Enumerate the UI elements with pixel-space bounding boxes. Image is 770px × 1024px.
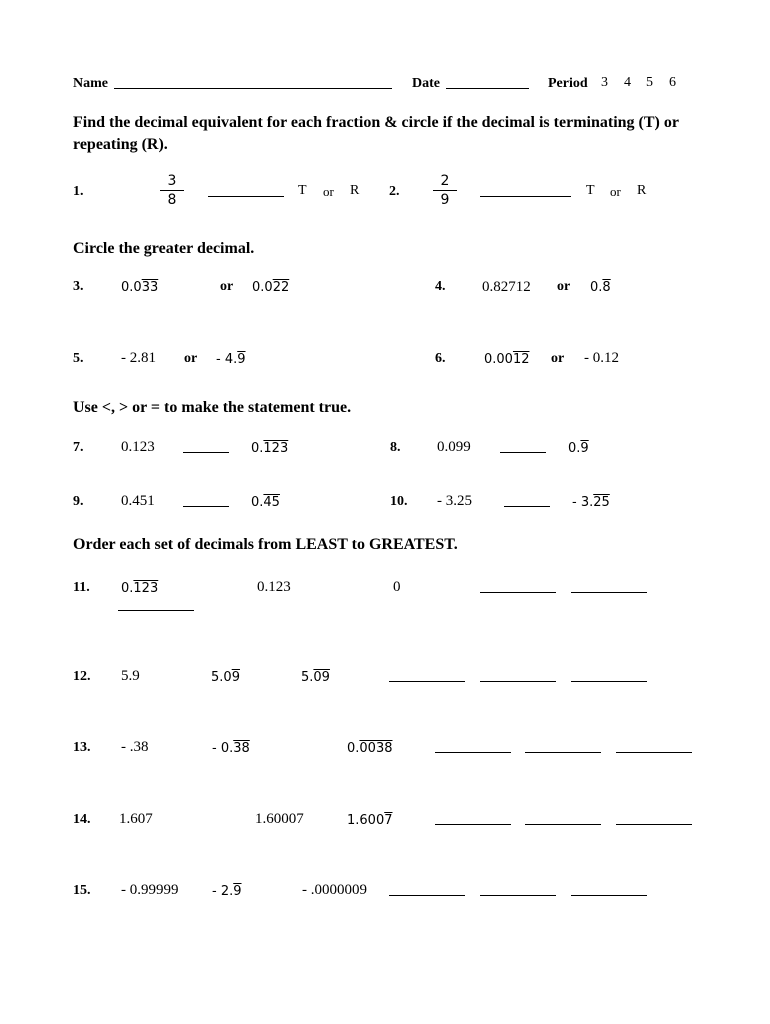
problem-8-comparison-blank[interactable] bbox=[500, 440, 546, 458]
problem-10-value-a: - 3.25 bbox=[437, 493, 472, 509]
problem-11-value-3: 0 bbox=[393, 579, 401, 595]
problem-1-terminating[interactable]: T bbox=[298, 183, 307, 198]
problem-7-number: 7. bbox=[73, 440, 84, 455]
problem-7-value-a: 0.123 bbox=[121, 439, 155, 455]
problem-11-number: 11. bbox=[73, 580, 90, 595]
problem-3-option-a[interactable]: 0.033 bbox=[121, 280, 159, 295]
problem-4-or: or bbox=[557, 279, 571, 294]
problem-4-number: 4. bbox=[435, 279, 446, 294]
problem-2-denominator: 9 bbox=[440, 192, 450, 208]
problem-3-or: or bbox=[220, 279, 234, 294]
period-option-3[interactable]: 3 bbox=[601, 75, 608, 90]
period-label: Period bbox=[548, 76, 588, 91]
period-option-4[interactable]: 4 bbox=[624, 75, 631, 90]
section1-instruction: Find the decimal equivalent for each fraction & circle if the decimal is terminating (T) or repeating (R). bbox=[73, 114, 679, 153]
period-option-6[interactable]: 6 bbox=[669, 75, 676, 90]
problem-11-value-2: 0.123 bbox=[257, 579, 291, 595]
problem-15-value-1: - 0.99999 bbox=[121, 882, 179, 898]
problem-8-number: 8. bbox=[390, 440, 401, 455]
problem-13-value-3: 0.0038 bbox=[347, 741, 393, 756]
problem-12-value-1: 5.9 bbox=[121, 668, 140, 684]
problem-1-repeating[interactable]: R bbox=[350, 183, 360, 198]
date-label: Date bbox=[412, 76, 440, 91]
problem-5-option-b[interactable]: - 4.9 bbox=[216, 352, 246, 367]
problem-12-value-3: 5.09 bbox=[301, 670, 330, 685]
problem-2-number: 2. bbox=[389, 184, 400, 199]
problem-11-answer-3[interactable] bbox=[118, 598, 194, 616]
problem-1-denominator: 8 bbox=[167, 192, 177, 208]
problem-13-answer-1[interactable] bbox=[435, 740, 511, 758]
problem-3-number: 3. bbox=[73, 279, 84, 294]
problem-14-answer-2[interactable] bbox=[525, 812, 601, 830]
problem-2-answer[interactable] bbox=[480, 184, 571, 202]
problem-15-answer-3[interactable] bbox=[571, 883, 647, 901]
period-option-5[interactable]: 5 bbox=[646, 75, 653, 90]
problem-13-answer-2[interactable] bbox=[525, 740, 601, 758]
problem-13-number: 13. bbox=[73, 740, 91, 755]
problem-12-number: 12. bbox=[73, 669, 91, 684]
problem-11-value-1: 0.123 bbox=[121, 581, 159, 596]
problem-1-numerator: 3 bbox=[160, 173, 184, 191]
problem-2-fraction bbox=[433, 173, 457, 209]
name-field[interactable] bbox=[114, 76, 392, 94]
problem-15-value-3: - .0000009 bbox=[302, 882, 367, 898]
problem-7-comparison-blank[interactable] bbox=[183, 440, 229, 458]
problem-1-number: 1. bbox=[73, 184, 84, 199]
problem-12-value-2: 5.09 bbox=[211, 670, 240, 685]
problem-12-answer-3[interactable] bbox=[571, 669, 647, 687]
date-field[interactable] bbox=[446, 76, 529, 94]
problem-8-value-a: 0.099 bbox=[437, 439, 471, 455]
problem-10-comparison-blank[interactable] bbox=[504, 494, 550, 512]
problem-14-answer-3[interactable] bbox=[616, 812, 692, 830]
problem-10-number: 10. bbox=[390, 494, 408, 509]
problem-9-comparison-blank[interactable] bbox=[183, 494, 229, 512]
problem-10-value-b: - 3.25 bbox=[572, 495, 610, 510]
problem-1-or: or bbox=[323, 184, 334, 199]
problem-13-answer-3[interactable] bbox=[616, 740, 692, 758]
problem-13-value-1: - .38 bbox=[121, 739, 149, 755]
problem-6-or: or bbox=[551, 351, 565, 366]
problem-9-value-a: 0.451 bbox=[121, 493, 155, 509]
problem-9-value-b: 0.45 bbox=[251, 495, 280, 510]
problem-11-answer-1[interactable] bbox=[480, 580, 556, 598]
problem-1-answer[interactable] bbox=[208, 184, 284, 202]
problem-8-value-b: 0.9 bbox=[568, 441, 589, 456]
problem-11-answer-2[interactable] bbox=[571, 580, 647, 598]
problem-2-repeating[interactable]: R bbox=[637, 183, 647, 198]
problem-14-answer-1[interactable] bbox=[435, 812, 511, 830]
problem-5-option-a[interactable]: - 2.81 bbox=[121, 350, 156, 366]
problem-4-option-a[interactable]: 0.82712 bbox=[482, 279, 531, 295]
problem-2-terminating[interactable]: T bbox=[586, 183, 595, 198]
problem-6-option-a[interactable]: 0.0012 bbox=[484, 352, 530, 367]
problem-15-number: 15. bbox=[73, 883, 91, 898]
problem-3-option-b[interactable]: 0.022 bbox=[252, 280, 290, 295]
section4-instruction: Order each set of decimals from LEAST to GREATEST. bbox=[73, 536, 458, 553]
problem-12-answer-1[interactable] bbox=[389, 669, 465, 687]
problem-6-number: 6. bbox=[435, 351, 446, 366]
problem-5-number: 5. bbox=[73, 351, 84, 366]
problem-5-or: or bbox=[184, 351, 198, 366]
name-label: Name bbox=[73, 76, 108, 91]
problem-15-answer-1[interactable] bbox=[389, 883, 465, 901]
problem-14-number: 14. bbox=[73, 812, 91, 827]
problem-13-value-2: - 0.38 bbox=[212, 741, 250, 756]
problem-4-option-b[interactable]: 0.8 bbox=[590, 280, 611, 295]
problem-12-answer-2[interactable] bbox=[480, 669, 556, 687]
problem-6-option-b[interactable]: - 0.12 bbox=[584, 350, 619, 366]
problem-14-value-2: 1.60007 bbox=[255, 811, 304, 827]
problem-2-or: or bbox=[610, 184, 621, 199]
problem-14-value-1: 1.607 bbox=[119, 811, 153, 827]
problem-9-number: 9. bbox=[73, 494, 84, 509]
problem-7-value-b: 0.123 bbox=[251, 441, 289, 456]
problem-14-value-3: 1.6007 bbox=[347, 813, 393, 828]
problem-2-numerator: 2 bbox=[433, 173, 457, 191]
section3-instruction: Use <, > or = to make the statement true. bbox=[73, 399, 352, 416]
section2-instruction: Circle the greater decimal. bbox=[73, 240, 255, 257]
problem-15-answer-2[interactable] bbox=[480, 883, 556, 901]
problem-15-value-2: - 2.9 bbox=[212, 884, 242, 899]
problem-1-fraction bbox=[160, 173, 184, 209]
